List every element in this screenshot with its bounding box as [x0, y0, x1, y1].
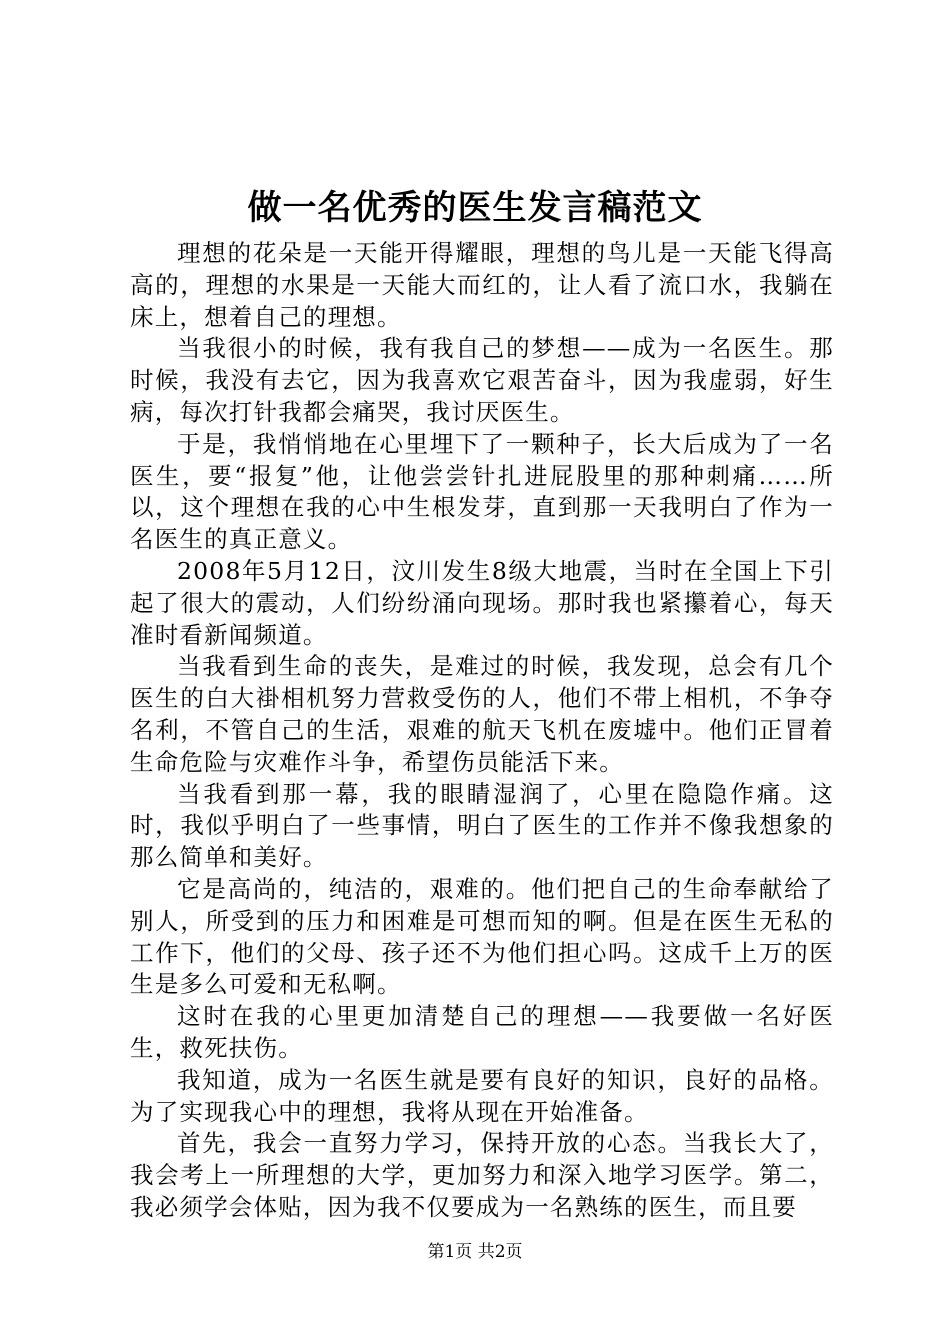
paragraph: 这时在我的心里更加清楚自己的理想——我要做一名好医生，救死扶伤。: [130, 1002, 834, 1062]
paragraph: 理想的花朵是一天能开得耀眼，理想的鸟儿是一天能飞得高高的，理想的水果是一天能大而红的，让人看了流口水，我躺在床上，想着自己的理想。: [130, 239, 834, 331]
document-title: 做一名优秀的医生发言稿范文: [247, 188, 703, 228]
paragraph: 于是，我悄悄地在心里埋下了一颗种子，长大后成为了一名医生，要“报复”他，让他尝尝针扎进屁股里的那种刺痛……所以，这个理想在我的心中生根发芽，直到那一天我明白了作为一名医生的真正意义。: [130, 429, 834, 554]
paragraph: 它是高尚的，纯洁的，艰难的。他们把自己的生命奉献给了别人，所受到的压力和困难是可想而知的啊。但是在医生无私的工作下，他们的父母、孩子还不为他们担心吗。这成千上万的医生是多么可爱和无私啊。: [130, 874, 834, 999]
paragraph: 当我很小的时候，我有我自己的梦想——成为一名医生。那时候，我没有去它，因为我喜欢它艰苦奋斗，因为我虚弱，好生病，每次打针我都会痛哭，我讨厌医生。: [130, 334, 834, 426]
document-body: [130, 238, 834, 1224]
paragraph: 当我看到那一幕，我的眼睛湿润了，心里在隐隐作痛。这时，我似乎明白了一些事情，明白了医生的工作并不像我想象的那么简单和美好。: [130, 779, 834, 872]
page-footer: 第1页 共2页: [427, 1242, 523, 1262]
paragraph: 2008年5月12日，汶川发生8级大地震，当时在全国上下引起了很大的震动，人们纷纷涌向现场。那时我也紧攥着心，每天准时看新闻频道。: [130, 556, 834, 649]
paragraph: 首先，我会一直努力学习，保持开放的心态。当我长大了，我会考上一所理想的大学，更加努力和深入地学习医学。第二，我必须学会体贴，因为我不仅要成为一名熟练的医生，而且要: [130, 1129, 834, 1221]
paragraph: 当我看到生命的丧失，是难过的时候，我发现，总会有几个医生的白大褂相机努力营救受伤的人，他们不带上相机，不争夺名利，不管自己的生活，艰难的航天飞机在废墟中。他们正冒着生命危险与灾难作斗争，希望伤员能活下来。: [130, 652, 834, 776]
paragraph: 我知道，成为一名医生就是要有良好的知识，良好的品格。为了实现我心中的理想，我将从现在开始准备。: [130, 1065, 834, 1126]
